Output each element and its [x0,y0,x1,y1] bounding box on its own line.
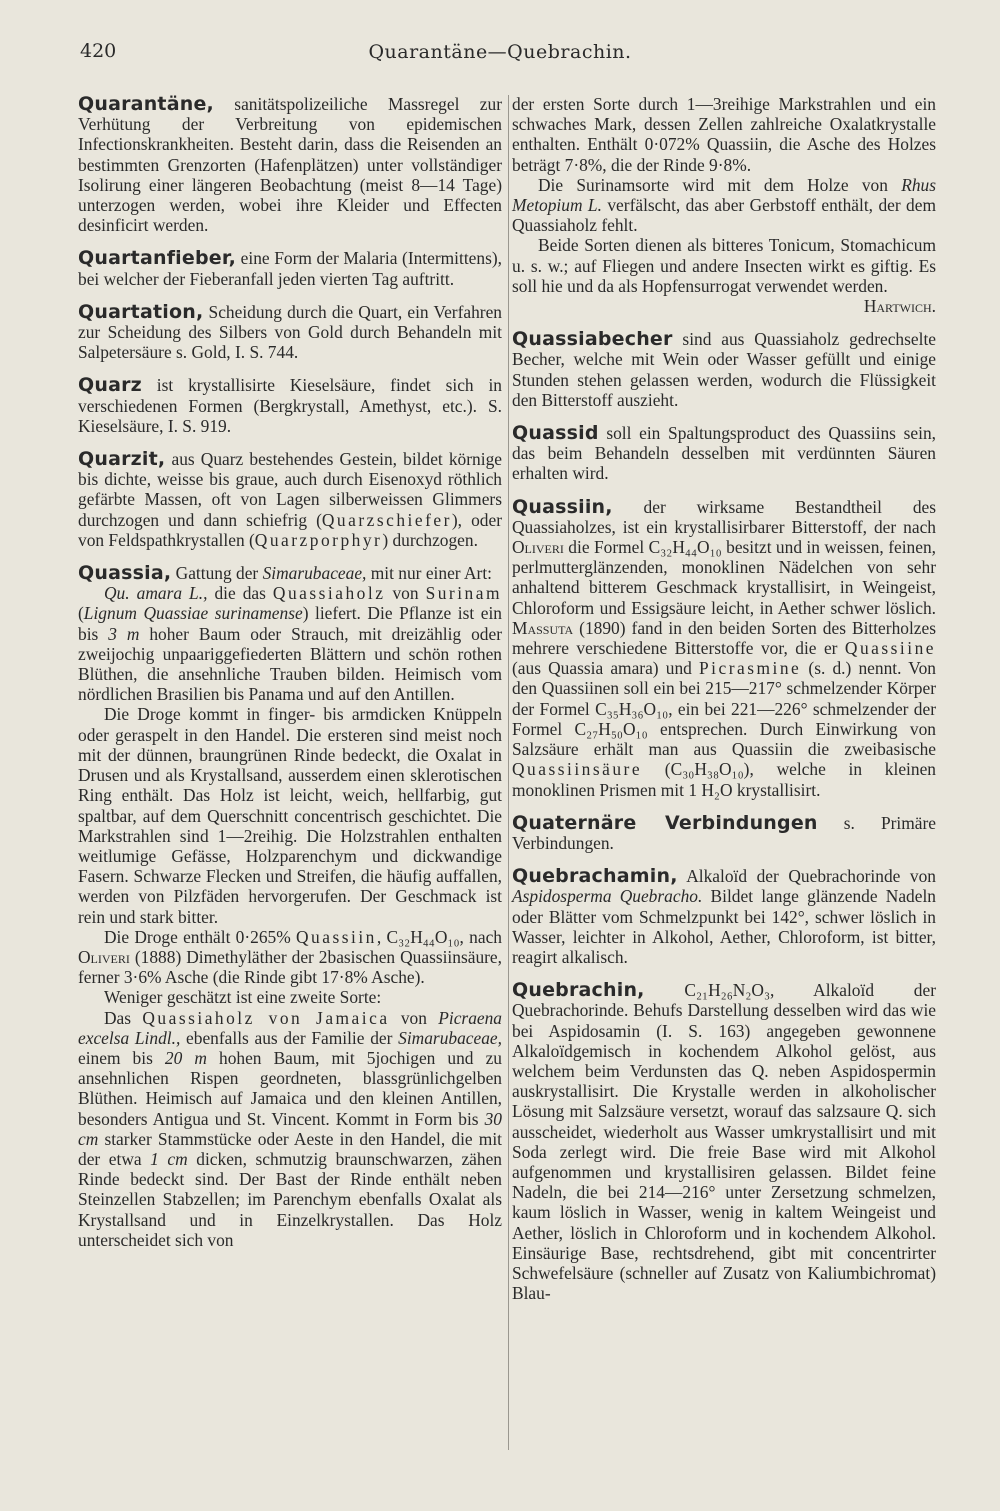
entry-quartation [78,302,502,363]
headword: Quarantäne, [78,93,214,115]
italic-term: Aspidosperma Quebracho. [512,886,703,907]
entry-text: (1888) Dimethyläther der 2basischen Quassiinsäure, ferner 3·6% Asche (die Rinde gibt 17·8% Asche). [78,946,502,988]
entry-text: ( [78,603,84,624]
italic-term: Picraena excelsa Lindl., [78,1007,502,1048]
entry-quebrachamin [512,866,936,967]
headword: Quaternäre Verbindungen [512,811,818,834]
headword: Quartation, [78,300,204,323]
entry-text: hoher Baum oder Strauch, mit dreizählig oder zweijochig unpaariggefiederten Blättern und schön rothen Blüthen, die ansehnliche Trauben bilden. Heimisch vom nördlichen Brasilien bis Panama und auf den Antillen. [78,623,502,705]
entry-text: Beide Sorten dienen als bitteres Tonicum, Stomachicum u. s. w.; auf Fliegen und andere Insecten wirkt es giftig. Es soll hie und da als Hopfensurrogat verwendet werden. [512,235,936,296]
entry-text: aus Quarz bestehendes Gestein, bildet körnige bis dichte, weisse bis graue, auch durch Eisenoxyd röthlich gefärbte Massen, oft von Lagen silberweissen Glimmers durchzogen und dann schiefrig ( [78,449,502,530]
entry-text: C₂₁H₂₆N₂O₃, Alkaloïd der Quebrachorinde. Behufs Darstellung desselben wird das wie bei Aspidosamin (I. S. 163) angegeben gewonnene Alkaloïdgemisch in kochendem Alkohol gelöst, aus welchem beim Verdunsten das Q. neben Aspidospermin auskrystallisirt. Die Krystalle werden in alkoholischer Lösung mit Salzsäure versetzt, worauf das salzsaure Q. sich ausscheidet, wiederholt aus Wasser umkrystallisirt und mit Soda zerlegt wird. Die freie Base wird mit Alkohol aufgenommen und krystallisiren gelassen. Bildet feine Nadeln, die bei 214—216° unter Zersetzung schmelzen, kaum löslich in Wasser, wenig in kaltem Weingeist und Aether, löslich in Chloroform und in kochendem Alkohol. Einsäurige Base, rechtsdrehend, gibt mit concentrirter Schwefelsäure (schneller auf Zusatz von Kaliumbichromat) Blau- [512,980,936,1304]
entry-text: der wirksame Bestandtheil des Quassiaholzes, ist ein krystallisirbarer Bitterstoff, der nach [512,496,936,537]
entry-text: dicken, schmutzig braunschwarzen, zähen Rinde bedeckt sind. Der Bast der Rinde enthält neben Steinzellen Stabzellen; im Parenchym ebenfalls Oxalat als Krystallsand und in Einzelkrystallen. Das Holz unterscheidet sich von [78,1148,503,1250]
right-column [512,94,936,1316]
italic-term: 30 cm [78,1108,502,1149]
entry-text: von [389,1007,439,1028]
entry-text: sind aus Quassiaholz gedrechselte Becher, welche mit Wein oder Wasser gefüllt und einige Stunden stehen gelassen werden, wodurch die Flüssigkeit den Bitterstoff auszieht. [512,329,936,410]
entry-text: Bildet lange glänzende Nadeln oder Blätter vom Schmelzpunkt bei 142°, schwer löslich in Wasser, leichter in Alkohol, Aether, Chloroform, ist bitter, reagirt alkalisch. [512,886,936,967]
italic-term: Simarubaceae, [398,1027,502,1048]
spaced-term: Quassiinsäure [512,759,643,780]
entry-text: s. Primäre Verbindungen. [512,812,936,853]
headword: Quassiin, [512,495,613,518]
entry-quaternaere-verbindungen [512,813,936,853]
spaced-term: Quarzschiefer [321,509,452,530]
entry-text: Alkaloïd der Quebrachorinde von [677,866,936,887]
entry-quassia-continued [512,94,936,316]
entry-text: , C₃₂H₄₄O₁₀, nach [376,926,502,947]
entry-quarantaene [78,94,502,235]
spaced-term: Quassiin [295,926,377,947]
headword: Quassid [512,422,599,445]
headword: Quebrachin, [512,979,645,1002]
entry-text: eine Form der Malaria (Intermittens), bei welcher der Fieberanfall jeden vierten Tag auftritt. [78,248,502,289]
italic-term: 1 cm [150,1148,188,1169]
entry-text: von [385,583,426,604]
entry-text: ) durchzogen. [382,529,478,550]
entry-quassia [78,563,502,1250]
entry-text: sanitätspolizeiliche Massregel zur Verhütung der Verbreitung von epidemischen Infectionskrankheiten. Besteht darin, dass die Reisenden an bestimmten Grenzorten (Hafenplätzen) unter vollständiger Isolirung einer längeren Beobachtung (meist 8—14 Tage) unterzogen werden, wobei ihre Kleider und Effecten desinficirt werden. [78,94,502,236]
headword: Quassiabecher [512,328,673,351]
entry-text: Das [104,1007,143,1028]
headword: Quebrachamin, [512,865,678,888]
italic-term: Rhus Metopium L. [512,174,936,216]
spaced-term: Quassiine [844,638,936,659]
entry-text: Die Surinamsorte wird mit dem Holze von [538,174,902,195]
entry-text: einem bis [78,1047,165,1068]
author-signature: Hartwich. [863,296,936,317]
entry-text: ), oder von Feldspathkrystallen ( [78,509,502,550]
italic-term: 3 m [108,623,140,644]
entry-text: hohen Baum, mit 5jochigen und zu ansehnlichen Rispen geordneten, blassgrünlichgelben Blüthen. Heimisch auf Jamaica und den kleinen Antillen, besonders Antigua und St. Vincent. Kommt in Form bis [78,1047,502,1129]
entry-quarz [78,375,502,436]
entry-quarzit [78,449,502,550]
spaced-term: Surinam [425,583,502,604]
author-name: Massuta [512,617,574,638]
entry-quebrachin [512,980,936,1303]
entry-quassiin [512,497,936,800]
entry-text: verfälscht, das aber Gerbstoff enthält, der dem Quassiaholz fehlt. [512,195,936,236]
entry-text: ) liefert. Die Pflanze ist ein bis [78,603,502,644]
italic-term: Qu. amara L., [104,583,208,604]
entry-text: die Formel C₃₂H₄₄O₁₀ besitzt und in weissen, feinen, perlmutterglänzenden, monoklinen Nädelchen von sehr anhaltend bitterem Geschmack krystallisirt, in Weingeist, Chloroform und Essigsäure leicht, in Aether schwer löslich. [512,537,936,618]
author-name: Oliveri [512,537,564,558]
entry-text: Die Droge enthält 0·265% [104,926,296,947]
entry-text: (C₃₀H₃₈O₁₀), welche in kleinen monoklinen Prismen mit 1 H₂O krystallisirt. [512,759,936,800]
entry-text: (1890) fand in den beiden Sorten des Bitterholzes mehrere verschiedene Bitterstoffe vor, die er [512,617,936,659]
entry-quassiabecher [512,329,936,410]
page-number: 420 [80,40,117,62]
entry-text: starker Stammstücke oder Aeste in den Handel, die mit der etwa [78,1128,502,1169]
entry-text: Scheidung durch die Quart, ein Verfahren zur Scheidung des Silbers von Gold durch Behandeln mit Salpetersäure s. Gold, I. S. 744. [78,301,502,363]
entry-text: ebenfalls aus der Familie der [180,1027,399,1048]
paragraph: Weniger geschätzt ist eine zweite Sorte: [104,987,382,1008]
entry-text: soll ein Spaltungsproduct des Quassiins sein, das beim Behandeln desselben mit verdünnten Säuren erhalten wird. [512,423,936,484]
author-name: Oliveri [78,946,130,967]
spaced-term: Quarzporphyr [254,529,383,550]
italic-term: Lignum Quassiae surinamense [83,603,303,624]
entry-text: ist krystallisirte Kieselsäure, findet sich in verschiedenen Formen (Bergkrystall, Amethyst, etc.). S. Kieselsäure, I. S. 919. [78,375,502,436]
spaced-term: Quassiaholz von Jamaica [142,1007,390,1028]
italic-term: Simarubaceae, [262,563,367,584]
paragraph: der ersten Sorte durch 1—3reihige Markstrahlen und ein schwaches Mark, dessen Zellen zahlreiche Oxalatkrystalle enthalten. Enthält 0·072% Quassiin, die Asche des Holzes beträgt 7·8%, die der Rinde 9·8%. [512,94,936,175]
entry-quassid [512,423,936,484]
entry-text: (aus Quassia amara) und [512,658,699,679]
headword: Quartanfieber, [78,247,237,270]
spaced-term: Quassiaholz [272,583,386,604]
left-column [78,94,502,1263]
entry-quartanfieber [78,248,502,288]
column-divider [508,95,509,1450]
headword: Quassia, [78,562,172,585]
paragraph: Die Droge kommt in finger- bis armdicken Knüppeln oder geraspelt in den Handel. Die ersteren sind meist noch mit der dünnen, braungrünen Rinde bedeckt, die Oxalat in Drusen und als Krystallsand, ausserdem einen sklerotischen Ring enthält. Das Holz ist leicht, weich, hellfarbig, gut spaltbar, auf dem Querschnitt concentrisch geschichtet. Die Markstrahlen sind 1—2reihig. Die Holzstrahlen enthalten weitlumige Gefässe, Holzparenchym und dickwandige Fasern. Schwarze Flecken und Streifen, die häufig auffallen, werden von Pilzfäden hervorgerufen. Der Geschmack ist rein und stark bitter. [78,704,502,927]
entry-text: Gattung der [171,563,263,584]
entry-text: (s. d.) nennt. Von den Quassiinen soll ein bei 215—217° schmelzender Körper der Formel C₃₅H₃₆O₁₀, ein bei 221—226° schmelzender der Formel C₂₇H₅₀O₁₀ entsprechen. Durch Einwirkung von Salzsäure erhält man aus Quassiin die zweibasische [512,658,936,760]
entry-text: mit nur einer Art: [366,563,492,584]
headword: Quarz [78,374,142,397]
running-title: Quarantäne—Quebrachin. [368,41,632,63]
headword: Quarzit, [78,448,166,471]
italic-term: 20 m [164,1047,207,1068]
spaced-term: Picrasmine [699,658,802,679]
entry-text: die das [207,583,273,604]
